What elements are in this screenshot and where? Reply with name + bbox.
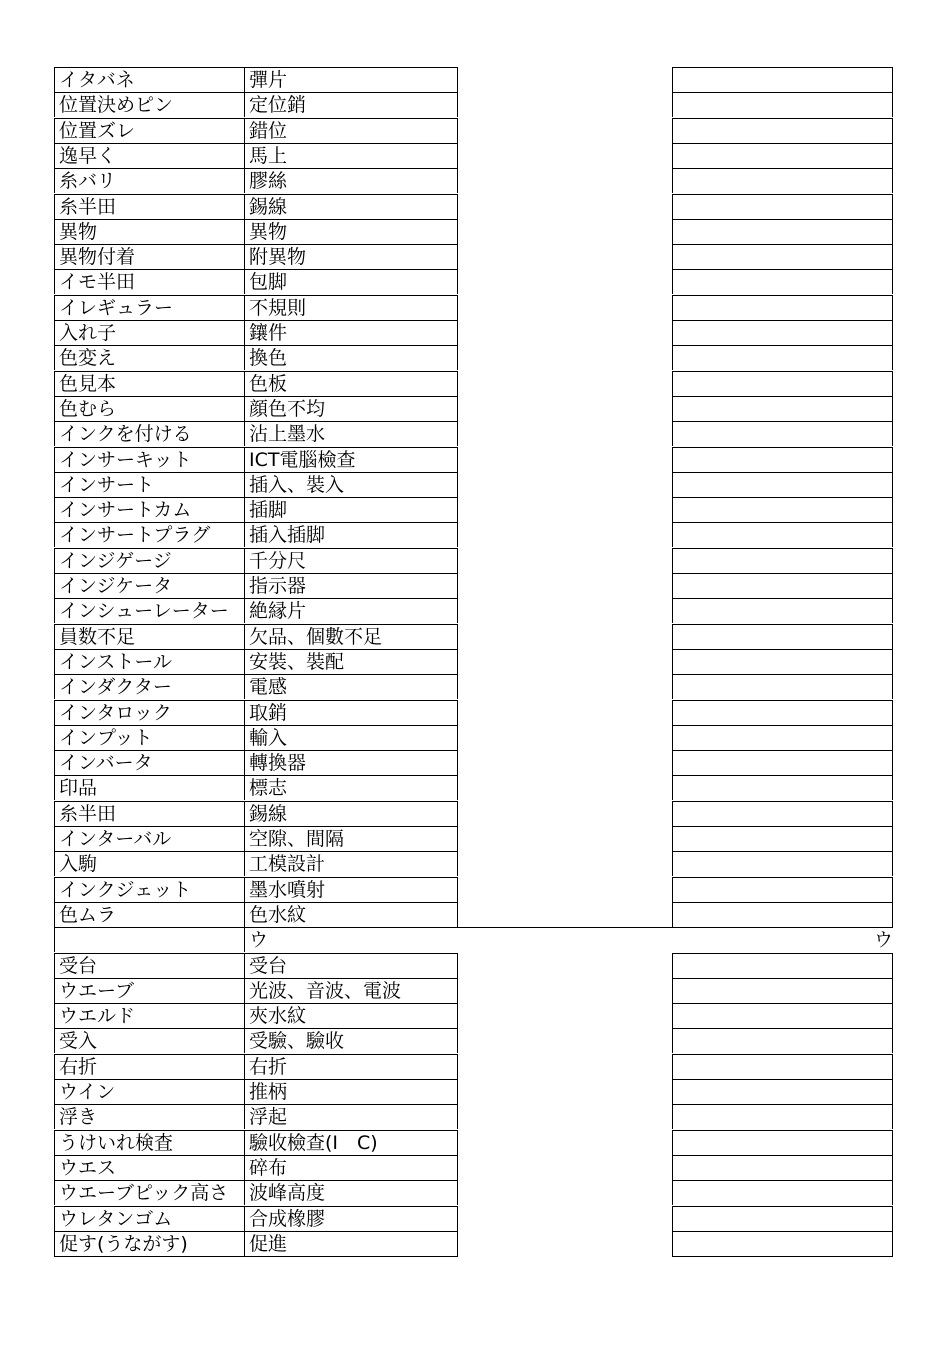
blank-answer-cell [672, 775, 893, 800]
japanese-term: インタロック [54, 700, 245, 725]
glossary-row [0, 750, 950, 775]
glossary-row [0, 775, 950, 800]
blank-answer-cell [672, 143, 893, 168]
blank-answer-cell [672, 674, 893, 699]
chinese-translation: 千分尺 [245, 548, 458, 573]
japanese-term: インシューレーター [54, 598, 245, 623]
chinese-translation: 合成橡膠 [245, 1206, 458, 1231]
japanese-term: インストール [54, 649, 245, 674]
blank-answer-cell [672, 624, 893, 649]
blank-answer-cell [672, 447, 893, 472]
chinese-translation: 異物 [245, 219, 458, 244]
chinese-translation: 受驗、驗收 [245, 1028, 458, 1053]
blank-answer-cell [672, 396, 893, 421]
japanese-term: 位置ズレ [54, 118, 245, 143]
glossary-row [0, 320, 950, 345]
chinese-translation: 錫線 [245, 801, 458, 826]
japanese-term: ウエーブ [54, 978, 245, 1003]
blank-answer-cell [672, 1206, 893, 1231]
section-label-right: ウ [672, 927, 893, 952]
section-divider-line [458, 927, 672, 952]
chinese-translation: 輸入 [245, 725, 458, 750]
japanese-term: 逸早く [54, 143, 245, 168]
japanese-term: インクを付ける [54, 421, 245, 446]
japanese-term: イモ半田 [54, 269, 245, 294]
blank-answer-cell [672, 194, 893, 219]
chinese-translation: 插入、裝入 [245, 472, 458, 497]
japanese-term: インターバル [54, 826, 245, 851]
japanese-term: 色見本 [54, 371, 245, 396]
chinese-translation: 推柄 [245, 1079, 458, 1104]
chinese-translation: 工模設計 [245, 851, 458, 876]
japanese-term: 糸半田 [54, 194, 245, 219]
japanese-term: 異物 [54, 219, 245, 244]
japanese-term: 入れ子 [54, 320, 245, 345]
japanese-term: インジケータ [54, 573, 245, 598]
blank-answer-cell [672, 1054, 893, 1079]
glossary-row [0, 649, 950, 674]
glossary-row [0, 269, 950, 294]
glossary-row [0, 1054, 950, 1079]
blank-answer-cell [672, 548, 893, 573]
blank-answer-cell [672, 522, 893, 547]
glossary-row [0, 421, 950, 446]
chinese-translation: 彈片 [245, 67, 458, 92]
blank-answer-cell [672, 725, 893, 750]
glossary-row [0, 801, 950, 826]
japanese-term: ウエーブピック高さ [54, 1180, 245, 1205]
glossary-row [0, 497, 950, 522]
blank-answer-cell [672, 67, 893, 92]
chinese-translation: 膠絲 [245, 168, 458, 193]
japanese-term: 促す(うながす) [54, 1231, 245, 1257]
chinese-translation: 墨水噴射 [245, 877, 458, 902]
glossary-row [0, 1003, 950, 1028]
glossary-row [0, 725, 950, 750]
blank-answer-cell [672, 877, 893, 902]
glossary-row [0, 598, 950, 623]
glossary-row [0, 1079, 950, 1104]
glossary-row [0, 396, 950, 421]
japanese-term: 浮き [54, 1104, 245, 1129]
chinese-translation: 光波、音波、電波 [245, 978, 458, 1003]
chinese-translation: 馬上 [245, 143, 458, 168]
blank-answer-cell [672, 472, 893, 497]
glossary-row [0, 118, 950, 143]
blank-answer-cell [672, 244, 893, 269]
chinese-translation: 錫線 [245, 194, 458, 219]
glossary-row [0, 67, 950, 92]
glossary-row [0, 877, 950, 902]
glossary-row [0, 978, 950, 1003]
glossary-row [0, 92, 950, 117]
blank-answer-cell [672, 953, 893, 978]
japanese-term: 異物付着 [54, 244, 245, 269]
glossary-row [0, 168, 950, 193]
glossary-row [0, 447, 950, 472]
chinese-translation: 不規則 [245, 295, 458, 320]
chinese-translation: 插脚 [245, 497, 458, 522]
glossary-row [0, 851, 950, 876]
blank-answer-cell [672, 573, 893, 598]
glossary-row [0, 472, 950, 497]
blank-answer-cell [672, 497, 893, 522]
blank-answer-cell [672, 649, 893, 674]
chinese-translation: 碎布 [245, 1155, 458, 1180]
glossary-row [0, 371, 950, 396]
glossary-row [0, 295, 950, 320]
blank-answer-cell [672, 1003, 893, 1028]
section-header-row [0, 927, 950, 952]
blank-answer-cell [672, 1028, 893, 1053]
blank-answer-cell [672, 118, 893, 143]
glossary-row [0, 624, 950, 649]
chinese-translation: 空隙、間隔 [245, 826, 458, 851]
chinese-translation: 沾上墨水 [245, 421, 458, 446]
japanese-term: イタバネ [54, 67, 245, 92]
glossary-row [0, 345, 950, 370]
japanese-term: 色むら [54, 396, 245, 421]
japanese-term: 受台 [54, 953, 245, 978]
chinese-translation: 安裝、裝配 [245, 649, 458, 674]
japanese-term: ウエス [54, 1155, 245, 1180]
japanese-term: 糸半田 [54, 801, 245, 826]
chinese-translation: 錯位 [245, 118, 458, 143]
glossary-row [0, 1104, 950, 1129]
glossary-row [0, 1180, 950, 1205]
glossary-row [0, 1231, 950, 1256]
chinese-translation: 顔色不均 [245, 396, 458, 421]
blank-answer-cell [672, 345, 893, 370]
japanese-term: ウイン [54, 1079, 245, 1104]
chinese-translation: 取銷 [245, 700, 458, 725]
japanese-term: ウエルド [54, 1003, 245, 1028]
japanese-term: イレギュラー [54, 295, 245, 320]
chinese-translation: 指示器 [245, 573, 458, 598]
glossary-row [0, 143, 950, 168]
chinese-translation: 右折 [245, 1054, 458, 1079]
glossary-row [0, 1206, 950, 1231]
blank-answer-cell [672, 92, 893, 117]
chinese-translation: 轉換器 [245, 750, 458, 775]
glossary-row [0, 573, 950, 598]
glossary-row [0, 1028, 950, 1053]
glossary-row [0, 194, 950, 219]
blank-answer-cell [672, 598, 893, 623]
blank-answer-cell [672, 1079, 893, 1104]
glossary-row [0, 826, 950, 851]
japanese-term: 入駒 [54, 851, 245, 876]
blank-answer-cell [672, 168, 893, 193]
japanese-term: 受入 [54, 1028, 245, 1053]
glossary-row [0, 219, 950, 244]
chinese-translation: 受台 [245, 953, 458, 978]
blank-answer-cell [672, 371, 893, 396]
blank-answer-cell [672, 219, 893, 244]
japanese-term: インサーキット [54, 447, 245, 472]
glossary-row [0, 548, 950, 573]
japanese-term: インクジェット [54, 877, 245, 902]
blank-answer-cell [672, 750, 893, 775]
chinese-translation: 鑲件 [245, 320, 458, 345]
chinese-translation: 波峰高度 [245, 1180, 458, 1205]
chinese-translation: 絶縁片 [245, 598, 458, 623]
chinese-translation: 驗收檢查(I C) [245, 1130, 458, 1155]
blank-answer-cell [672, 1104, 893, 1129]
japanese-term: 右折 [54, 1054, 245, 1079]
japanese-term: 員数不足 [54, 624, 245, 649]
japanese-term: うけいれ検査 [54, 1130, 245, 1155]
section-blank-cell [54, 927, 245, 952]
glossary-row [0, 1155, 950, 1180]
chinese-translation: 色板 [245, 371, 458, 396]
japanese-term: インサート [54, 472, 245, 497]
glossary-row [0, 953, 950, 978]
chinese-translation: 定位銷 [245, 92, 458, 117]
japanese-term: 糸バリ [54, 168, 245, 193]
glossary-row [0, 1130, 950, 1155]
chinese-translation: 促進 [245, 1231, 458, 1257]
japanese-term: インプット [54, 725, 245, 750]
japanese-term: 印品 [54, 775, 245, 800]
glossary-row [0, 902, 950, 927]
blank-answer-cell [672, 1231, 893, 1257]
chinese-translation: 浮起 [245, 1104, 458, 1129]
blank-answer-cell [672, 1180, 893, 1205]
blank-answer-cell [672, 269, 893, 294]
japanese-term: 位置決めピン [54, 92, 245, 117]
blank-answer-cell [672, 700, 893, 725]
glossary-row [0, 522, 950, 547]
japanese-term: ウレタンゴム [54, 1206, 245, 1231]
japanese-term: インバータ [54, 750, 245, 775]
blank-answer-cell [672, 295, 893, 320]
chinese-translation: 包脚 [245, 269, 458, 294]
japanese-term: 色変え [54, 345, 245, 370]
blank-answer-cell [672, 1130, 893, 1155]
blank-answer-cell [672, 826, 893, 851]
chinese-translation: 色水紋 [245, 902, 458, 927]
japanese-term: インジゲージ [54, 548, 245, 573]
blank-answer-cell [672, 978, 893, 1003]
chinese-translation: 標志 [245, 775, 458, 800]
section-label: ウ [245, 927, 458, 952]
blank-answer-cell [672, 902, 893, 927]
chinese-translation: 夾水紋 [245, 1003, 458, 1028]
chinese-translation: ICT電腦檢查 [245, 447, 458, 472]
blank-answer-cell [672, 421, 893, 446]
blank-answer-cell [672, 851, 893, 876]
glossary-row [0, 244, 950, 269]
glossary-row [0, 674, 950, 699]
blank-answer-cell [672, 801, 893, 826]
japanese-term: インダクター [54, 674, 245, 699]
japanese-term: 色ムラ [54, 902, 245, 927]
chinese-translation: 換色 [245, 345, 458, 370]
blank-answer-cell [672, 320, 893, 345]
blank-answer-cell [672, 1155, 893, 1180]
japanese-term: インサートカム [54, 497, 245, 522]
japanese-term: インサートプラグ [54, 522, 245, 547]
chinese-translation: 欠品、個數不足 [245, 624, 458, 649]
glossary-row [0, 700, 950, 725]
chinese-translation: 插入插脚 [245, 522, 458, 547]
chinese-translation: 附異物 [245, 244, 458, 269]
chinese-translation: 電感 [245, 674, 458, 699]
